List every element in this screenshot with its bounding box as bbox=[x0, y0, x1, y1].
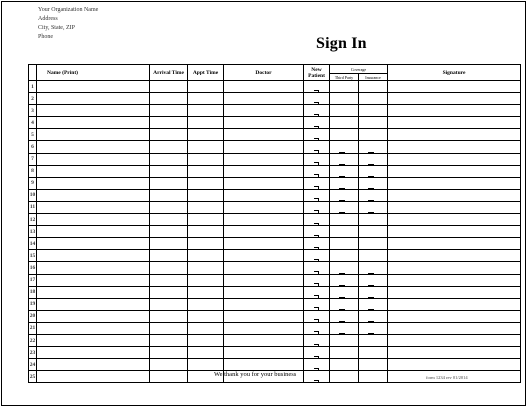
insurance-cell[interactable] bbox=[359, 214, 388, 226]
signature-cell[interactable] bbox=[388, 214, 521, 226]
new-patient-cell[interactable] bbox=[304, 226, 330, 238]
insurance-cell[interactable] bbox=[359, 117, 388, 129]
new-patient-cell[interactable] bbox=[304, 274, 330, 286]
appt-time-cell[interactable] bbox=[188, 93, 224, 105]
sign-in-table bbox=[28, 64, 521, 383]
name-cell[interactable] bbox=[37, 117, 150, 129]
table-row bbox=[29, 262, 521, 274]
new-patient-cell[interactable] bbox=[304, 238, 330, 250]
table-row bbox=[29, 177, 521, 189]
arrival-time-cell[interactable] bbox=[150, 262, 188, 274]
appt-time-cell[interactable] bbox=[188, 165, 224, 177]
insurance-cell[interactable] bbox=[359, 141, 388, 153]
signature-cell[interactable] bbox=[388, 274, 521, 286]
doctor-cell[interactable] bbox=[224, 214, 304, 226]
name-cell[interactable] bbox=[37, 250, 150, 262]
row-number: 4 bbox=[29, 117, 37, 129]
table-row bbox=[29, 129, 521, 141]
appt-time-cell[interactable] bbox=[188, 286, 224, 298]
signature-cell[interactable] bbox=[388, 165, 521, 177]
doctor-cell[interactable] bbox=[224, 347, 304, 359]
signature-cell[interactable] bbox=[388, 262, 521, 274]
third-party-cell[interactable] bbox=[330, 214, 359, 226]
doctor-cell[interactable] bbox=[224, 189, 304, 201]
appt-time-cell[interactable] bbox=[188, 105, 224, 117]
signature-cell[interactable] bbox=[388, 189, 521, 201]
checkbox-dash-icon bbox=[368, 382, 374, 383]
name-cell[interactable] bbox=[37, 322, 150, 334]
name-cell[interactable] bbox=[37, 177, 150, 189]
insurance-cell[interactable] bbox=[359, 274, 388, 286]
insurance-cell[interactable] bbox=[359, 177, 388, 189]
new-patient-cell[interactable] bbox=[304, 298, 330, 310]
appt-time-cell[interactable] bbox=[188, 226, 224, 238]
name-cell[interactable] bbox=[37, 238, 150, 250]
new-patient-cell[interactable] bbox=[304, 262, 330, 274]
name-cell[interactable] bbox=[37, 226, 150, 238]
arrival-time-cell[interactable] bbox=[150, 117, 188, 129]
doctor-cell[interactable] bbox=[224, 274, 304, 286]
arrival-time-cell[interactable] bbox=[150, 359, 188, 371]
doctor-cell[interactable] bbox=[224, 117, 304, 129]
third-party-cell[interactable] bbox=[330, 359, 359, 371]
new-patient-cell[interactable] bbox=[304, 105, 330, 117]
appt-time-cell[interactable] bbox=[188, 129, 224, 141]
table-row bbox=[29, 226, 521, 238]
third-party-cell[interactable] bbox=[330, 105, 359, 117]
new-patient-cell[interactable] bbox=[304, 286, 330, 298]
new-patient-cell[interactable] bbox=[304, 347, 330, 359]
name-cell[interactable] bbox=[37, 81, 150, 93]
insurance-cell[interactable] bbox=[359, 226, 388, 238]
row-number: 5 bbox=[29, 129, 37, 141]
footer-message: We thank you for your business bbox=[214, 371, 297, 378]
row-number: 15 bbox=[29, 250, 37, 262]
signature-cell[interactable] bbox=[388, 81, 521, 93]
arrival-time-cell[interactable] bbox=[150, 189, 188, 201]
appt-time-cell[interactable] bbox=[188, 177, 224, 189]
table-row bbox=[29, 334, 521, 346]
name-cell[interactable] bbox=[37, 129, 150, 141]
new-patient-cell[interactable] bbox=[304, 129, 330, 141]
insurance-cell[interactable] bbox=[359, 129, 388, 141]
checkbox-bracket-icon bbox=[314, 380, 319, 383]
doctor-cell[interactable] bbox=[224, 105, 304, 117]
table-row bbox=[29, 117, 521, 129]
third-party-cell[interactable] bbox=[330, 117, 359, 129]
row-number: 11 bbox=[29, 201, 37, 213]
appt-time-cell[interactable] bbox=[188, 141, 224, 153]
appt-time-cell[interactable] bbox=[188, 117, 224, 129]
row-number: 14 bbox=[29, 238, 37, 250]
arrival-time-cell[interactable] bbox=[150, 105, 188, 117]
row-number: 16 bbox=[29, 262, 37, 274]
row-number: 25 bbox=[29, 371, 37, 383]
table-row bbox=[29, 105, 521, 117]
new-patient-cell[interactable] bbox=[304, 81, 330, 93]
document-code: form 1234 rev 01/2014 bbox=[426, 375, 468, 380]
row-number: 17 bbox=[29, 274, 37, 286]
row-number: 7 bbox=[29, 153, 37, 165]
arrival-time-cell[interactable] bbox=[150, 238, 188, 250]
appt-time-cell[interactable] bbox=[188, 153, 224, 165]
appt-time-cell[interactable] bbox=[188, 201, 224, 213]
signature-cell[interactable] bbox=[388, 117, 521, 129]
appt-time-cell[interactable] bbox=[188, 359, 224, 371]
table-row bbox=[29, 298, 521, 310]
checkbox-dash-icon bbox=[339, 382, 345, 383]
name-cell[interactable] bbox=[37, 214, 150, 226]
row-number: 19 bbox=[29, 298, 37, 310]
third-party-cell[interactable] bbox=[330, 286, 359, 298]
table-row bbox=[29, 359, 521, 371]
insurance-cell[interactable] bbox=[359, 298, 388, 310]
signature-cell[interactable] bbox=[388, 129, 521, 141]
insurance-cell[interactable] bbox=[359, 262, 388, 274]
arrival-time-cell[interactable] bbox=[150, 274, 188, 286]
insurance-cell[interactable] bbox=[359, 347, 388, 359]
row-number: 1 bbox=[29, 81, 37, 93]
sign-in-sheet bbox=[1, 1, 526, 406]
third-party-cell[interactable] bbox=[330, 189, 359, 201]
signature-cell[interactable] bbox=[388, 286, 521, 298]
table-row bbox=[29, 153, 521, 165]
row-number: 2 bbox=[29, 93, 37, 105]
signature-cell[interactable] bbox=[388, 347, 521, 359]
name-cell[interactable] bbox=[37, 298, 150, 310]
third-party-cell[interactable] bbox=[330, 165, 359, 177]
third-party-cell[interactable] bbox=[330, 310, 359, 322]
arrival-time-cell[interactable] bbox=[150, 347, 188, 359]
name-cell[interactable] bbox=[37, 93, 150, 105]
insurance-cell[interactable] bbox=[359, 359, 388, 371]
new-patient-cell[interactable] bbox=[304, 334, 330, 346]
insurance-column-header: Insurance bbox=[359, 74, 388, 81]
table-row bbox=[29, 141, 521, 153]
third-party-cell[interactable] bbox=[330, 298, 359, 310]
doctor-cell[interactable] bbox=[224, 334, 304, 346]
row-number: 24 bbox=[29, 359, 37, 371]
practice-city-state-zip: City, State, ZIP bbox=[38, 25, 75, 31]
insurance-cell[interactable] bbox=[359, 93, 388, 105]
appt-time-cell[interactable] bbox=[188, 262, 224, 274]
doctor-column-header: Doctor bbox=[224, 65, 304, 81]
appt-time-cell[interactable] bbox=[188, 347, 224, 359]
row-number: 23 bbox=[29, 347, 37, 359]
arrival-time-cell[interactable] bbox=[150, 310, 188, 322]
appt-time-cell[interactable] bbox=[188, 189, 224, 201]
name-cell[interactable] bbox=[37, 201, 150, 213]
coverage-column-header: Coverage bbox=[330, 65, 388, 74]
insurance-cell[interactable] bbox=[359, 310, 388, 322]
row-number: 6 bbox=[29, 141, 37, 153]
doctor-cell[interactable] bbox=[224, 141, 304, 153]
row-number: 13 bbox=[29, 226, 37, 238]
name-column-header: Name (Print) bbox=[37, 65, 150, 81]
signature-cell[interactable] bbox=[388, 153, 521, 165]
arrival-time-cell[interactable] bbox=[150, 81, 188, 93]
arrival-time-cell[interactable] bbox=[150, 286, 188, 298]
appt-time-cell[interactable] bbox=[188, 238, 224, 250]
name-cell[interactable] bbox=[37, 347, 150, 359]
third-party-cell[interactable] bbox=[330, 81, 359, 93]
appt-time-cell[interactable] bbox=[188, 334, 224, 346]
table-row bbox=[29, 93, 521, 105]
third-party-column-header: Third Party bbox=[330, 74, 359, 81]
signature-cell[interactable] bbox=[388, 226, 521, 238]
signature-column-header: Signature bbox=[388, 65, 521, 81]
appt-time-cell[interactable] bbox=[188, 250, 224, 262]
doctor-cell[interactable] bbox=[224, 177, 304, 189]
signature-cell[interactable] bbox=[388, 93, 521, 105]
signature-cell[interactable] bbox=[388, 201, 521, 213]
table-row bbox=[29, 347, 521, 359]
arrival-time-cell[interactable] bbox=[150, 226, 188, 238]
signature-cell[interactable] bbox=[388, 250, 521, 262]
signature-cell[interactable] bbox=[388, 105, 521, 117]
new-patient-cell[interactable] bbox=[304, 165, 330, 177]
row-number: 10 bbox=[29, 189, 37, 201]
arrival-time-cell[interactable] bbox=[150, 93, 188, 105]
arrival-time-cell[interactable] bbox=[150, 141, 188, 153]
third-party-cell[interactable] bbox=[330, 177, 359, 189]
insurance-cell[interactable] bbox=[359, 165, 388, 177]
new-patient-cell[interactable] bbox=[304, 371, 330, 383]
arrival-time-cell[interactable] bbox=[150, 371, 188, 383]
insurance-cell[interactable] bbox=[359, 250, 388, 262]
arrival-time-cell[interactable] bbox=[150, 250, 188, 262]
signature-cell[interactable] bbox=[388, 238, 521, 250]
name-cell[interactable] bbox=[37, 262, 150, 274]
third-party-cell[interactable] bbox=[330, 141, 359, 153]
insurance-cell[interactable] bbox=[359, 201, 388, 213]
doctor-cell[interactable] bbox=[224, 262, 304, 274]
appt-time-column-header: Appt Time bbox=[188, 65, 224, 81]
new-patient-cell[interactable] bbox=[304, 177, 330, 189]
signature-cell[interactable] bbox=[388, 322, 521, 334]
new-patient-cell[interactable] bbox=[304, 310, 330, 322]
arrival-time-cell[interactable] bbox=[150, 322, 188, 334]
table-row bbox=[29, 250, 521, 262]
arrival-time-cell[interactable] bbox=[150, 129, 188, 141]
third-party-cell[interactable] bbox=[330, 262, 359, 274]
row-number: 12 bbox=[29, 214, 37, 226]
signature-cell[interactable] bbox=[388, 298, 521, 310]
appt-time-cell[interactable] bbox=[188, 81, 224, 93]
table-row bbox=[29, 165, 521, 177]
new-patient-cell[interactable] bbox=[304, 117, 330, 129]
signature-cell[interactable] bbox=[388, 310, 521, 322]
doctor-cell[interactable] bbox=[224, 129, 304, 141]
table-row bbox=[29, 286, 521, 298]
arrival-time-cell[interactable] bbox=[150, 214, 188, 226]
new-patient-cell[interactable] bbox=[304, 359, 330, 371]
doctor-cell[interactable] bbox=[224, 298, 304, 310]
doctor-cell[interactable] bbox=[224, 93, 304, 105]
doctor-cell[interactable] bbox=[224, 238, 304, 250]
third-party-cell[interactable] bbox=[330, 93, 359, 105]
table-row bbox=[29, 81, 521, 93]
arrival-time-cell[interactable] bbox=[150, 153, 188, 165]
third-party-cell[interactable] bbox=[330, 129, 359, 141]
name-cell[interactable] bbox=[37, 371, 150, 383]
insurance-cell[interactable] bbox=[359, 189, 388, 201]
new-patient-cell[interactable] bbox=[304, 214, 330, 226]
doctor-cell[interactable] bbox=[224, 250, 304, 262]
practice-phone: Phone bbox=[38, 34, 53, 40]
appt-time-cell[interactable] bbox=[188, 298, 224, 310]
insurance-cell[interactable] bbox=[359, 286, 388, 298]
practice-info bbox=[38, 6, 98, 42]
doctor-cell[interactable] bbox=[224, 201, 304, 213]
row-number: 21 bbox=[29, 322, 37, 334]
new-patient-cell[interactable] bbox=[304, 141, 330, 153]
doctor-cell[interactable] bbox=[224, 165, 304, 177]
row-number: 18 bbox=[29, 286, 37, 298]
sign-in-rows bbox=[29, 81, 521, 383]
third-party-cell[interactable] bbox=[330, 226, 359, 238]
name-cell[interactable] bbox=[37, 153, 150, 165]
name-cell[interactable] bbox=[37, 286, 150, 298]
insurance-cell[interactable] bbox=[359, 81, 388, 93]
arrival-time-cell[interactable] bbox=[150, 201, 188, 213]
row-number: 3 bbox=[29, 105, 37, 117]
signature-cell[interactable] bbox=[388, 334, 521, 346]
third-party-cell[interactable] bbox=[330, 322, 359, 334]
new-patient-cell[interactable] bbox=[304, 189, 330, 201]
table-row bbox=[29, 310, 521, 322]
third-party-cell[interactable] bbox=[330, 347, 359, 359]
new-patient-cell[interactable] bbox=[304, 201, 330, 213]
table-row bbox=[29, 201, 521, 213]
practice-name: Your Organization Name bbox=[38, 7, 99, 13]
new-patient-cell[interactable] bbox=[304, 250, 330, 262]
third-party-cell[interactable] bbox=[330, 274, 359, 286]
insurance-cell[interactable] bbox=[359, 153, 388, 165]
table-row bbox=[29, 238, 521, 250]
doctor-cell[interactable] bbox=[224, 226, 304, 238]
doctor-cell[interactable] bbox=[224, 81, 304, 93]
doctor-cell[interactable] bbox=[224, 153, 304, 165]
row-number: 9 bbox=[29, 177, 37, 189]
new-patient-cell[interactable] bbox=[304, 153, 330, 165]
row-number-header bbox=[29, 65, 37, 81]
page-title: Sign In bbox=[316, 35, 367, 52]
insurance-cell[interactable] bbox=[359, 322, 388, 334]
new-patient-cell[interactable] bbox=[304, 322, 330, 334]
signature-cell[interactable] bbox=[388, 177, 521, 189]
appt-time-cell[interactable] bbox=[188, 214, 224, 226]
name-cell[interactable] bbox=[37, 359, 150, 371]
doctor-cell[interactable] bbox=[224, 322, 304, 334]
name-cell[interactable] bbox=[37, 334, 150, 346]
insurance-cell[interactable] bbox=[359, 238, 388, 250]
doctor-cell[interactable] bbox=[224, 310, 304, 322]
insurance-cell[interactable] bbox=[359, 371, 388, 383]
table-row bbox=[29, 214, 521, 226]
signature-cell[interactable] bbox=[388, 359, 521, 371]
name-cell[interactable] bbox=[37, 274, 150, 286]
name-cell[interactable] bbox=[37, 141, 150, 153]
table-row bbox=[29, 322, 521, 334]
arrival-time-cell[interactable] bbox=[150, 177, 188, 189]
name-cell[interactable] bbox=[37, 165, 150, 177]
practice-address: Address bbox=[38, 16, 58, 22]
doctor-cell[interactable] bbox=[224, 359, 304, 371]
third-party-cell[interactable] bbox=[330, 334, 359, 346]
insurance-cell[interactable] bbox=[359, 105, 388, 117]
name-cell[interactable] bbox=[37, 189, 150, 201]
third-party-cell[interactable] bbox=[330, 250, 359, 262]
third-party-cell[interactable] bbox=[330, 201, 359, 213]
row-number: 20 bbox=[29, 310, 37, 322]
arrival-time-column-header: Arrival Time bbox=[150, 65, 188, 81]
arrival-time-cell[interactable] bbox=[150, 165, 188, 177]
new-patient-column-header: New Patient bbox=[304, 65, 330, 81]
appt-time-cell[interactable] bbox=[188, 310, 224, 322]
insurance-cell[interactable] bbox=[359, 334, 388, 346]
arrival-time-cell[interactable] bbox=[150, 334, 188, 346]
signature-cell[interactable] bbox=[388, 141, 521, 153]
name-cell[interactable] bbox=[37, 310, 150, 322]
table-row bbox=[29, 189, 521, 201]
new-patient-cell[interactable] bbox=[304, 93, 330, 105]
row-number: 22 bbox=[29, 334, 37, 346]
doctor-cell[interactable] bbox=[224, 286, 304, 298]
appt-time-cell[interactable] bbox=[188, 322, 224, 334]
row-number: 8 bbox=[29, 165, 37, 177]
arrival-time-cell[interactable] bbox=[150, 298, 188, 310]
table-row bbox=[29, 274, 521, 286]
name-cell[interactable] bbox=[37, 105, 150, 117]
third-party-cell[interactable] bbox=[330, 238, 359, 250]
third-party-cell[interactable] bbox=[330, 371, 359, 383]
appt-time-cell[interactable] bbox=[188, 274, 224, 286]
third-party-cell[interactable] bbox=[330, 153, 359, 165]
